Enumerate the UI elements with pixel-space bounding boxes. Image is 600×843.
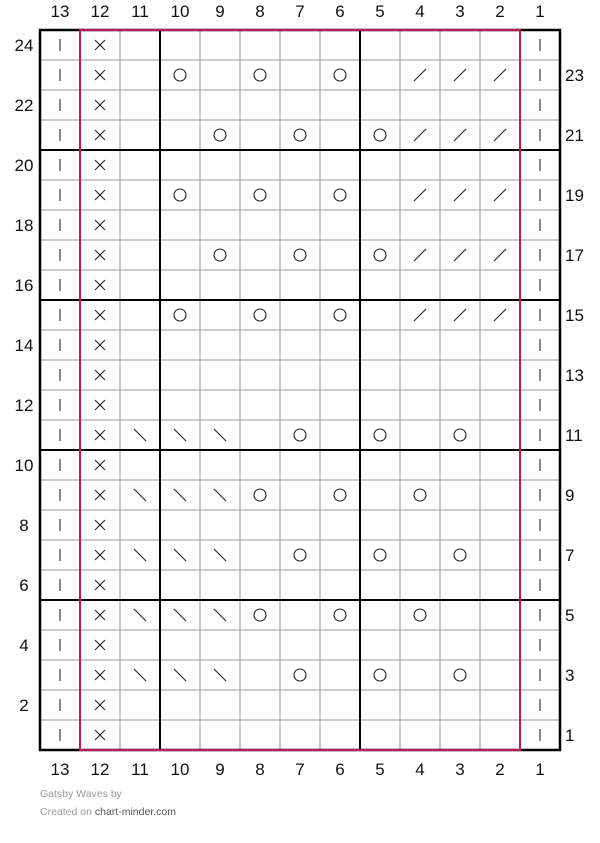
yarn-over-symbol bbox=[374, 129, 386, 141]
left-decrease-symbol bbox=[174, 609, 186, 621]
row-label-left: 22 bbox=[14, 96, 34, 115]
cross-symbol bbox=[95, 40, 105, 50]
row-label-right: 3 bbox=[565, 666, 575, 685]
right-decrease-symbol bbox=[494, 189, 506, 201]
left-decrease-symbol bbox=[174, 489, 186, 501]
cross-symbol bbox=[95, 100, 105, 110]
column-label-top: 13 bbox=[50, 2, 70, 21]
right-decrease-symbol bbox=[414, 69, 426, 81]
column-label-top: 1 bbox=[535, 2, 545, 21]
row-label-right: 17 bbox=[565, 246, 584, 265]
cross-symbol bbox=[95, 610, 105, 620]
left-decrease-symbol bbox=[174, 669, 186, 681]
row-label-right: 21 bbox=[565, 126, 584, 145]
cross-symbol bbox=[95, 340, 105, 350]
right-decrease-symbol bbox=[494, 129, 506, 141]
column-label-top: 8 bbox=[255, 2, 265, 21]
column-label-top: 5 bbox=[375, 2, 385, 21]
row-label-right: 13 bbox=[565, 366, 584, 385]
row-label-left: 8 bbox=[19, 516, 29, 535]
row-label-left: 4 bbox=[19, 636, 29, 655]
yarn-over-symbol bbox=[214, 129, 226, 141]
right-decrease-symbol bbox=[414, 309, 426, 321]
row-label-right: 11 bbox=[565, 426, 583, 445]
column-label-bottom: 10 bbox=[170, 760, 190, 779]
pattern-title: Gatsby Waves bbox=[40, 788, 108, 800]
created-on-credit bbox=[40, 806, 176, 818]
column-label-bottom: 6 bbox=[335, 760, 345, 779]
left-decrease-symbol bbox=[134, 429, 146, 441]
yarn-over-symbol bbox=[454, 549, 466, 561]
column-label-top: 6 bbox=[335, 2, 345, 21]
right-decrease-symbol bbox=[414, 249, 426, 261]
left-decrease-symbol bbox=[134, 609, 146, 621]
left-decrease-symbol bbox=[134, 669, 146, 681]
created-on-label: Created on bbox=[40, 806, 92, 818]
cross-symbol bbox=[95, 520, 105, 530]
column-label-bottom: 3 bbox=[455, 760, 465, 779]
left-decrease-symbol bbox=[214, 489, 226, 501]
cross-symbol bbox=[95, 160, 105, 170]
yarn-over-symbol bbox=[374, 249, 386, 261]
by-label: by bbox=[110, 788, 122, 800]
row-label-left: 12 bbox=[14, 396, 34, 415]
yarn-over-symbol bbox=[254, 489, 266, 501]
yarn-over-symbol bbox=[174, 69, 186, 81]
right-decrease-symbol bbox=[454, 249, 466, 261]
column-label-bottom: 8 bbox=[255, 760, 265, 779]
yarn-over-symbol bbox=[254, 609, 266, 621]
left-decrease-symbol bbox=[134, 489, 146, 501]
yarn-over-symbol bbox=[294, 129, 306, 141]
yarn-over-symbol bbox=[334, 489, 346, 501]
cross-symbol bbox=[95, 490, 105, 500]
right-decrease-symbol bbox=[414, 129, 426, 141]
cross-symbol bbox=[95, 430, 105, 440]
column-label-bottom: 2 bbox=[495, 760, 505, 779]
column-label-top: 12 bbox=[90, 2, 110, 21]
row-label-right: 19 bbox=[565, 186, 584, 205]
cross-symbol bbox=[95, 400, 105, 410]
yarn-over-symbol bbox=[454, 669, 466, 681]
column-label-top: 2 bbox=[495, 2, 505, 21]
column-label-top: 7 bbox=[295, 2, 305, 21]
left-decrease-symbol bbox=[134, 549, 146, 561]
cross-symbol bbox=[95, 670, 105, 680]
yarn-over-symbol bbox=[294, 249, 306, 261]
cross-symbol bbox=[95, 460, 105, 470]
row-label-right: 1 bbox=[565, 726, 575, 745]
yarn-over-symbol bbox=[254, 69, 266, 81]
left-decrease-symbol bbox=[214, 609, 226, 621]
row-label-left: 6 bbox=[19, 576, 29, 595]
yarn-over-symbol bbox=[214, 249, 226, 261]
left-decrease-symbol bbox=[174, 549, 186, 561]
yarn-over-symbol bbox=[374, 549, 386, 561]
column-label-bottom: 1 bbox=[535, 760, 545, 779]
column-label-bottom: 13 bbox=[50, 760, 70, 779]
cross-symbol bbox=[95, 190, 105, 200]
yarn-over-symbol bbox=[294, 549, 306, 561]
row-label-right: 7 bbox=[565, 546, 575, 565]
right-decrease-symbol bbox=[494, 309, 506, 321]
yarn-over-symbol bbox=[174, 309, 186, 321]
row-label-left: 10 bbox=[14, 456, 34, 475]
cross-symbol bbox=[95, 310, 105, 320]
chart-credit bbox=[40, 788, 122, 800]
yarn-over-symbol bbox=[254, 189, 266, 201]
row-label-left: 18 bbox=[14, 216, 34, 235]
row-label-left: 16 bbox=[14, 276, 34, 295]
column-label-bottom: 11 bbox=[131, 760, 149, 779]
right-decrease-symbol bbox=[414, 189, 426, 201]
column-label-bottom: 9 bbox=[215, 760, 225, 779]
right-decrease-symbol bbox=[454, 189, 466, 201]
column-label-top: 10 bbox=[170, 2, 190, 21]
cross-symbol bbox=[95, 550, 105, 560]
yarn-over-symbol bbox=[454, 429, 466, 441]
right-decrease-symbol bbox=[494, 69, 506, 81]
row-label-left: 20 bbox=[14, 156, 34, 175]
yarn-over-symbol bbox=[334, 189, 346, 201]
yarn-over-symbol bbox=[174, 189, 186, 201]
column-label-bottom: 4 bbox=[415, 760, 425, 779]
yarn-over-symbol bbox=[414, 489, 426, 501]
column-label-top: 11 bbox=[131, 2, 149, 21]
right-decrease-symbol bbox=[454, 69, 466, 81]
right-decrease-symbol bbox=[494, 249, 506, 261]
yarn-over-symbol bbox=[334, 69, 346, 81]
cross-symbol bbox=[95, 730, 105, 740]
left-decrease-symbol bbox=[214, 549, 226, 561]
right-decrease-symbol bbox=[454, 309, 466, 321]
row-label-left: 24 bbox=[14, 36, 34, 55]
yarn-over-symbol bbox=[254, 309, 266, 321]
row-label-right: 23 bbox=[565, 66, 584, 85]
column-label-top: 4 bbox=[415, 2, 425, 21]
column-label-bottom: 5 bbox=[375, 760, 385, 779]
cross-symbol bbox=[95, 280, 105, 290]
yarn-over-symbol bbox=[414, 609, 426, 621]
yarn-over-symbol bbox=[374, 429, 386, 441]
cross-symbol bbox=[95, 370, 105, 380]
site-link[interactable]: chart-minder.com bbox=[94, 806, 176, 818]
yarn-over-symbol bbox=[334, 309, 346, 321]
left-decrease-symbol bbox=[214, 669, 226, 681]
cross-symbol bbox=[95, 250, 105, 260]
cross-symbol bbox=[95, 220, 105, 230]
row-label-right: 5 bbox=[565, 606, 575, 625]
cross-symbol bbox=[95, 580, 105, 590]
column-label-bottom: 12 bbox=[90, 760, 110, 779]
column-label-bottom: 7 bbox=[295, 760, 305, 779]
row-label-left: 14 bbox=[14, 336, 34, 355]
yarn-over-symbol bbox=[294, 429, 306, 441]
cross-symbol bbox=[95, 700, 105, 710]
left-decrease-symbol bbox=[174, 429, 186, 441]
yarn-over-symbol bbox=[334, 609, 346, 621]
yarn-over-symbol bbox=[374, 669, 386, 681]
yarn-over-symbol bbox=[294, 669, 306, 681]
column-label-top: 3 bbox=[455, 2, 465, 21]
row-label-left: 2 bbox=[19, 696, 29, 715]
cross-symbol bbox=[95, 130, 105, 140]
column-label-top: 9 bbox=[215, 2, 225, 21]
row-label-right: 9 bbox=[565, 486, 575, 505]
left-decrease-symbol bbox=[214, 429, 226, 441]
right-decrease-symbol bbox=[454, 129, 466, 141]
cross-symbol bbox=[95, 70, 105, 80]
row-label-right: 15 bbox=[565, 306, 584, 325]
cross-symbol bbox=[95, 640, 105, 650]
